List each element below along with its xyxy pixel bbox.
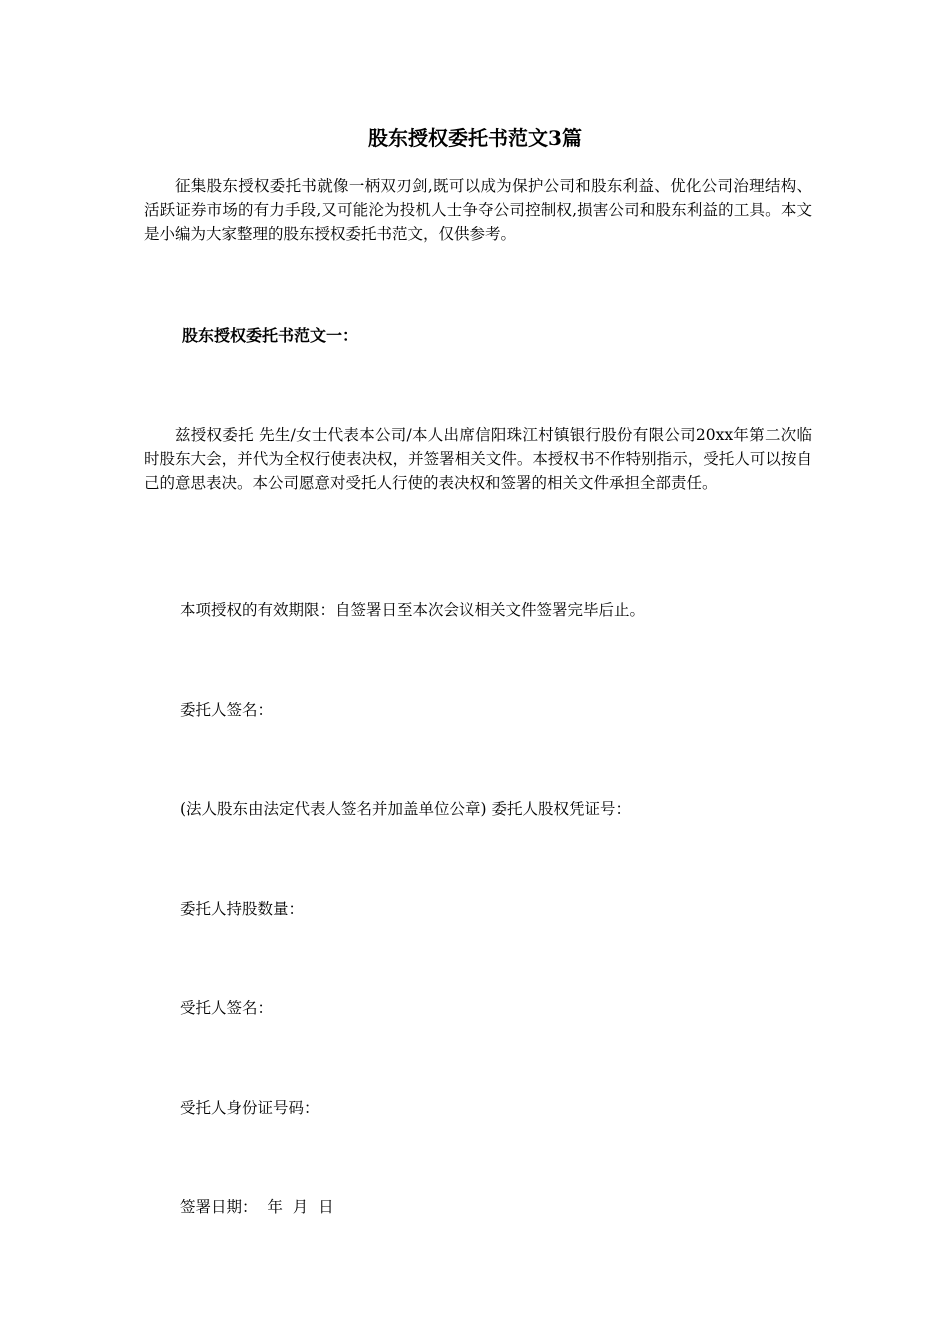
validity-line: 本项授权的有效期限：自签署日至本次会议相关文件签署完毕后止。 [180,601,646,619]
legal-note-line: (法人股东由法定代表人签名并加盖单位公章) 委托人股权凭证号： [180,800,632,818]
section-heading-1: 股东授权委托书范文一： [182,326,359,345]
document-title: 股东授权委托书范文3篇 [368,126,582,150]
shares-line: 委托人持股数量： [180,900,305,918]
trustee-id-line: 受托人身份证号码： [180,1099,320,1117]
principal-signature-line: 委托人签名： [180,701,274,719]
authorization-paragraph: 兹授权委托 先生/女士代表本公司/本人出席信阳珠江村镇银行股份有限公司20xx年第二次临时股东大会，并代为全权行使表决权，并签署相关文件。本授权书不作特别指示，受托人可以按自己的意思表决。本公司愿意对受托人行使的表决权和签署的相关文件承担全部责任。 [144,426,812,492]
intro-paragraph: 征集股东授权委托书就像一柄双刃剑,既可以成为保护公司和股东利益、优化公司治理结构、活跃证券市场的有力手段,又可能沦为投机人士争夺公司控制权,损害公司和股东利益的工具。本文是小编为大家整理的股东授权委托书范文，仅供参考。 [144,177,812,243]
trustee-signature-line: 受托人签名： [180,999,274,1017]
sign-date-line: 签署日期： 年 月 日 [180,1198,334,1216]
